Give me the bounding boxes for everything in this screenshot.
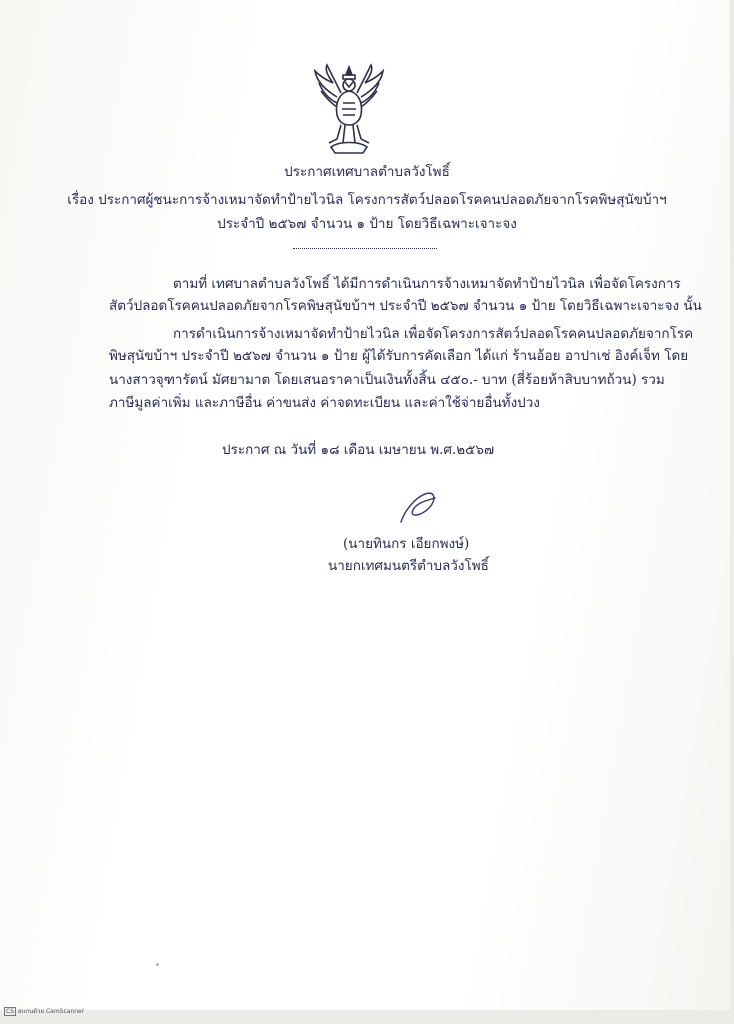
scanner-footer (4, 1006, 84, 1016)
scan-speck (156, 963, 159, 966)
signatory-position: นายกเทศมนตรีตำบลวังโพธิ์ (328, 558, 489, 574)
announcement-date: ประกาศ ณ วันที่ ๑๘ เดือน เมษายน พ.ศ.๒๕๖๗ (222, 442, 495, 458)
signatory-name: (นายทินกร เอียกพงษ์) (343, 536, 470, 552)
title-divider (293, 248, 437, 249)
signature-icon (395, 488, 445, 528)
scanner-label: สแกนด้วย CamScanner (18, 1008, 85, 1015)
paragraph-1-line-1: ตามที่ เทศบาลตำบลวังโพธิ์ ได้มีการดำเนินการจ้างเหมาจัดทำป้ายไวนิล เพื่อจัดโครงการ (173, 276, 681, 292)
paragraph-1-line-2: สัตว์ปลอดโรคคนปลอดภัยจากโรคพิษสุนัขบ้าฯ ประจำปี ๒๕๖๗ จำนวน ๑ ป้าย โดยวิธีเฉพาะเจาะจง นั้น (109, 298, 702, 314)
garuda-emblem-icon (309, 63, 389, 158)
paragraph-2-line-3: นางสาวจุฑารัตน์ มัศยามาต โดยเสนอราคาเป็นเงินทั้งสิ้น ๔๕๐.- บาท (สี่ร้อยห้าสิบบาทถ้วน) รวม (109, 372, 665, 388)
camscanner-logo-icon: CS (6, 1008, 14, 1015)
announcement-title: ประกาศเทศบาลตำบลวังโพธิ์ (284, 164, 450, 180)
announcement-subject-line2: ประจำปี ๒๕๖๗ จำนวน ๑ ป้าย โดยวิธีเฉพาะเจาะจง (217, 216, 517, 232)
paragraph-2-line-2: พิษสุนัขบ้าฯ ประจำปี ๒๕๖๗ จำนวน ๑ ป้าย ผู้ได้รับการคัดเลือก ได้แก่ ร้านอ้อย อาปาเช่ อิงค์เจ็ท โดย (109, 348, 689, 364)
announcement-subject: เรื่อง ประกาศผู้ชนะการจ้างเหมาจัดทำป้ายไวนิล โครงการสัตว์ปลอดโรคคนปลอดภัยจากโรคพิษสุนัขบ้าฯ (67, 192, 667, 208)
paragraph-2-line-4: ภาษีมูลค่าเพิ่ม และภาษีอื่น ค่าขนส่ง ค่าจดทะเบียน และค่าใช้จ่ายอื่นทั้งปวง (109, 395, 540, 411)
paragraph-2-line-1: การดำเนินการจ้างเหมาจัดทำป้ายไวนิล เพื่อจัดโครงการสัตว์ปลอดโรคคนปลอดภัยจากโรค (173, 326, 694, 342)
